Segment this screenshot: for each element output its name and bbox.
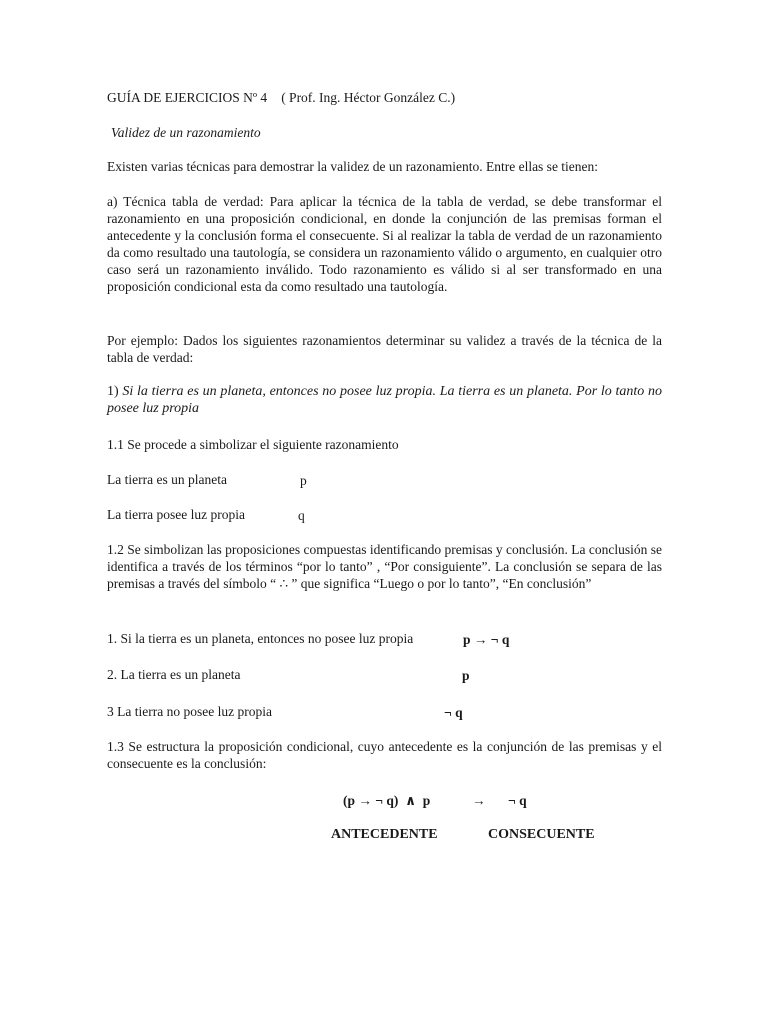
symbol-row-text: La tierra posee luz propia	[107, 507, 245, 522]
example-1-number: 1)	[107, 384, 119, 399]
step-1-1: 1.1 Se procede a simbolizar el siguiente razonamiento	[107, 437, 399, 452]
intro-paragraph: Existen varias técnicas para demostrar la validez de un razonamiento. Entre ellas se tienen:	[107, 159, 599, 174]
example-intro-paragraph: Por ejemplo: Dados los siguientes razonamientos determinar su validez a través de la técnica de la tabla de verdad:	[107, 333, 662, 365]
antecedent-label: ANTECEDENTE	[331, 827, 438, 842]
premise-text: 3 La tierra no posee luz propia	[107, 704, 272, 719]
document-author: ( Prof. Ing. Héctor González C.)	[281, 90, 456, 105]
symbol-row-symbol: p	[300, 473, 307, 488]
document-header	[107, 89, 455, 106]
implication-arrow: →	[472, 793, 486, 808]
step-1-3: 1.3 Se estructura la proposición condicional, cuyo antecedente es la conjunción de las premisas y el consecuente es la conclusión:	[107, 739, 662, 771]
consequent-label: CONSECUENTE	[488, 827, 595, 842]
technique-a-paragraph: a) Técnica tabla de verdad: Para aplicar la técnica de la tabla de verdad, se debe transformar el razonamiento en una proposición condicional, en donde la conjunción de las premisas forman el antecedente y la conclusión forma el consecuente. Si al realizar la tabla de verdad de un razonamiento da como resultado una tautología, se considera un razonamiento válido o argumento, en cualquier otro caso será un razonamiento inválido. Todo razonamiento es válido si al ser transformado en una proposición condicional esta da como resultado una tautología.	[107, 194, 662, 294]
example-1	[107, 383, 662, 417]
premise-formula: ¬ q	[444, 705, 463, 720]
premise-formula: p → ¬ q	[463, 632, 510, 647]
antecedent-formula: (p → ¬ q) ∧ p	[343, 793, 431, 808]
symbol-row-symbol: q	[298, 508, 305, 523]
section-subtitle: Validez de un razonamiento	[111, 125, 261, 140]
step-1-2: 1.2 Se simbolizan las proposiciones compuestas identificando premisas y conclusión. La conclusión se identifica a través de los términos “por lo tanto” , “Por consiguiente”. La conclusión se separa de las premisas a través del símbolo “ ∴ ” que significa “Luego o por lo tanto”, “En conclusión”	[107, 542, 662, 591]
symbol-row-text: La tierra es un planeta	[107, 472, 227, 487]
consequent-formula: ¬ q	[508, 793, 527, 808]
premise-formula: p	[462, 668, 470, 683]
premise-text: 1. Si la tierra es un planeta, entonces no posee luz propia	[107, 631, 414, 646]
premise-text: 2. La tierra es un planeta	[107, 667, 241, 682]
example-1-text: Si la tierra es un planeta, entonces no posee luz propia. La tierra es un planeta. Por lo tanto no posee luz propia	[107, 384, 663, 416]
document-title: GUÍA DE EJERCICIOS Nº 4	[107, 90, 268, 105]
